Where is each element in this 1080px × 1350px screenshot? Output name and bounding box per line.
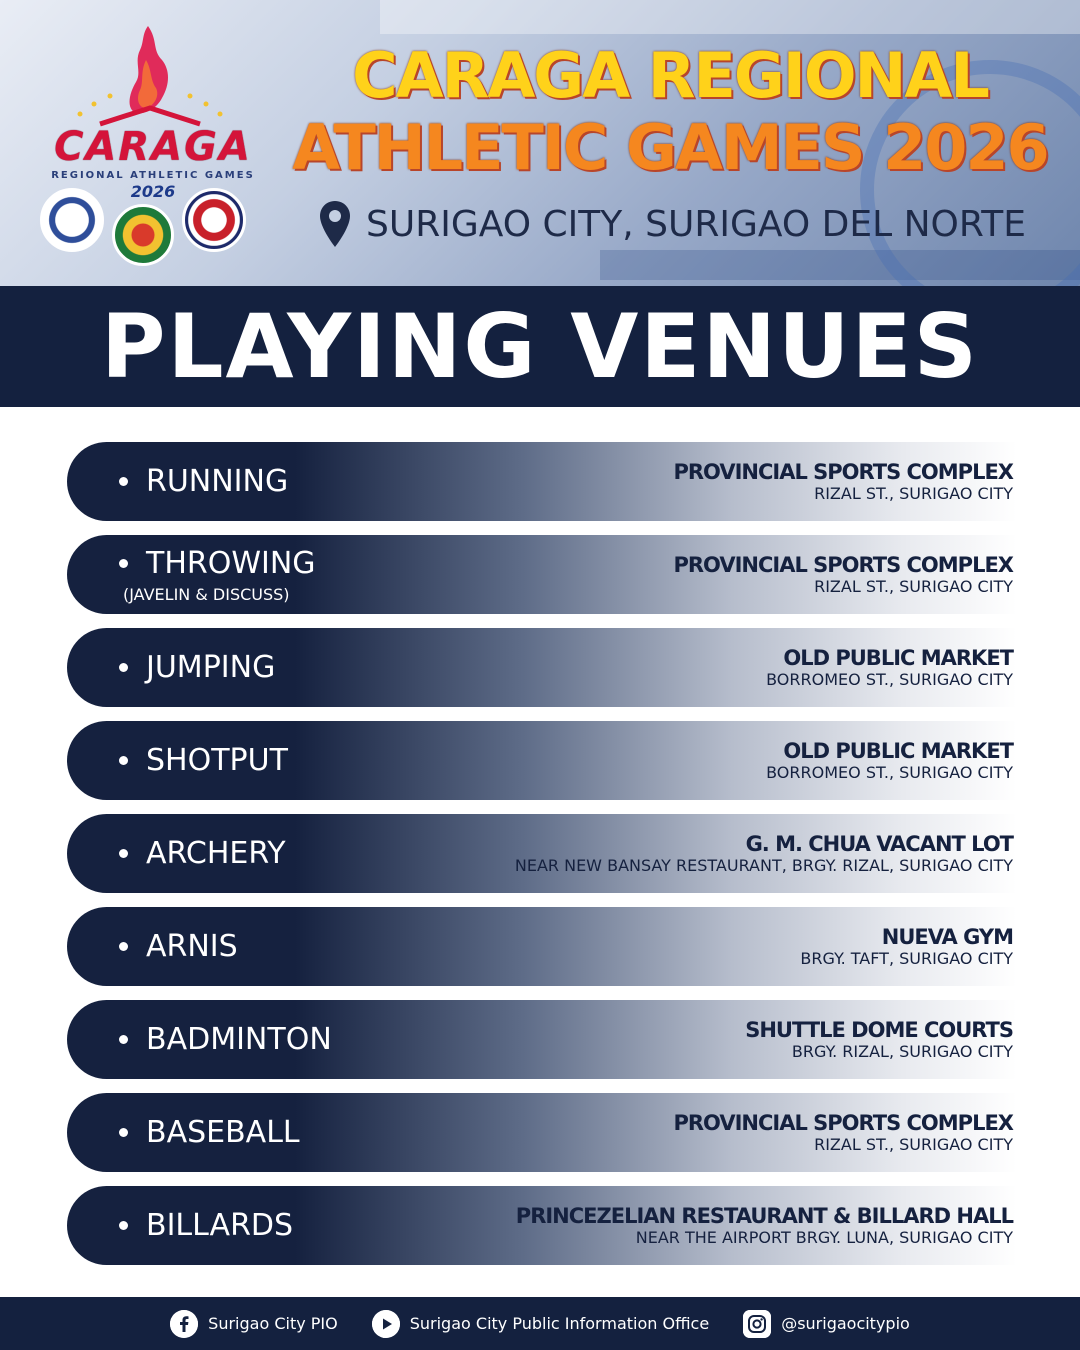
bullet xyxy=(119,756,128,765)
venue-address: NEAR NEW BANSAY RESTAURANT, BRGY. RIZAL, SURIGAO CITY xyxy=(514,856,1013,875)
background-stadium-roof xyxy=(380,0,1080,34)
bullet xyxy=(119,1128,128,1137)
instagram-handle: @surigaocitypio xyxy=(781,1314,910,1333)
sport-name: RUNNING xyxy=(146,464,289,499)
venue-address: BORROMEO ST., SURIGAO CITY xyxy=(766,670,1013,689)
sport-name: ARNIS xyxy=(146,929,238,964)
sport-name: BILLARDS xyxy=(146,1208,294,1243)
sport xyxy=(119,1000,332,1079)
venue-name: G. M. CHUA VACANT LOT xyxy=(745,832,1013,856)
map-pin-icon xyxy=(318,199,352,249)
sport xyxy=(119,721,288,800)
venue-row xyxy=(67,814,1017,893)
logo-wordmark: CARAGA xyxy=(54,124,252,170)
page-title xyxy=(270,40,1070,184)
youtube-handle: Surigao City Public Information Office xyxy=(409,1314,710,1333)
youtube-icon xyxy=(372,1310,400,1338)
sport-name: SHOTPUT xyxy=(146,743,288,778)
sport xyxy=(119,1093,300,1172)
facebook-icon xyxy=(170,1310,198,1338)
venue-info xyxy=(766,628,1013,707)
venue-info xyxy=(674,535,1014,614)
footer xyxy=(0,1297,1080,1350)
youtube-link[interactable] xyxy=(372,1310,709,1338)
sport-subtitle: (JAVELIN & DISCUSS) xyxy=(123,584,290,604)
sport xyxy=(119,628,275,707)
facebook-handle: Surigao City PIO xyxy=(208,1314,338,1333)
bullet xyxy=(119,849,128,858)
venue-name: SHUTTLE DOME COURTS xyxy=(745,1018,1013,1042)
venue-info xyxy=(674,442,1014,521)
deped-seal xyxy=(112,204,174,266)
section-banner xyxy=(0,286,1080,407)
flame-icon xyxy=(30,20,270,130)
venue-name: OLD PUBLIC MARKET xyxy=(783,646,1013,670)
venue-info xyxy=(515,814,1013,893)
venue-address: NEAR THE AIRPORT BRGY. LUNA, SURIGAO CITY xyxy=(635,1228,1013,1247)
venue-info xyxy=(745,1000,1013,1079)
sport xyxy=(119,814,286,893)
sport-name: THROWING xyxy=(146,545,316,581)
venue-info xyxy=(766,721,1013,800)
logo-year: 2026 xyxy=(130,182,176,201)
title-line-2: ATHLETIC GAMES 2026 xyxy=(292,111,1048,184)
venue-info xyxy=(516,1186,1013,1265)
instagram-icon xyxy=(743,1310,771,1338)
venue-address: BORROMEO ST., SURIGAO CITY xyxy=(766,763,1013,782)
header xyxy=(0,0,1080,286)
instagram-link[interactable] xyxy=(743,1310,910,1338)
province-seal xyxy=(40,188,104,252)
sport xyxy=(119,1186,293,1265)
location xyxy=(318,196,1026,252)
sport-name: BASEBALL xyxy=(146,1115,300,1150)
bullet xyxy=(119,1221,128,1230)
venue-row xyxy=(67,1093,1017,1172)
sport-name: BADMINTON xyxy=(146,1022,332,1057)
venue-name: PROVINCIAL SPORTS COMPLEX xyxy=(673,1111,1013,1135)
venue-info xyxy=(674,1093,1014,1172)
logo-subtitle: REGIONAL ATHLETIC GAMES xyxy=(51,170,255,181)
venue-address: BRGY. TAFT, SURIGAO CITY xyxy=(800,949,1013,968)
bullet xyxy=(119,942,128,951)
sport xyxy=(119,907,238,986)
sport xyxy=(119,442,288,521)
venue-address: RIZAL ST., SURIGAO CITY xyxy=(814,577,1013,596)
venue-row xyxy=(67,535,1017,614)
venue-row xyxy=(67,907,1017,986)
venue-name: OLD PUBLIC MARKET xyxy=(783,739,1013,763)
venue-row xyxy=(67,442,1017,521)
venue-address: RIZAL ST., SURIGAO CITY xyxy=(814,1135,1013,1154)
caraga-games-logo xyxy=(30,20,270,270)
venue-address: BRGY. RIZAL, SURIGAO CITY xyxy=(791,1042,1013,1061)
location-text: SURIGAO CITY, SURIGAO DEL NORTE xyxy=(366,203,1026,245)
venue-name: PRINCEZELIAN RESTAURANT & BILLARD HALL xyxy=(515,1204,1013,1228)
facebook-link[interactable] xyxy=(170,1310,338,1338)
venue-row xyxy=(67,1000,1017,1079)
banner-title: PLAYING VENUES xyxy=(100,295,980,398)
title-line-1: CARAGA REGIONAL xyxy=(352,39,988,112)
venue-name: PROVINCIAL SPORTS COMPLEX xyxy=(673,553,1013,577)
venue-row xyxy=(67,1186,1017,1265)
sport xyxy=(119,535,316,614)
bullet xyxy=(119,477,128,486)
venue-row xyxy=(67,628,1017,707)
venue-info xyxy=(800,907,1013,986)
bullet xyxy=(119,663,128,672)
sport-name: ARCHERY xyxy=(146,836,286,871)
bullet xyxy=(119,1035,128,1044)
venue-row xyxy=(67,721,1017,800)
sport-name: JUMPING xyxy=(146,650,276,685)
bullet xyxy=(119,559,128,568)
venue-name: PROVINCIAL SPORTS COMPLEX xyxy=(673,460,1013,484)
city-seal xyxy=(182,188,246,252)
venue-address: RIZAL ST., SURIGAO CITY xyxy=(814,484,1013,503)
venue-name: NUEVA GYM xyxy=(881,925,1013,949)
